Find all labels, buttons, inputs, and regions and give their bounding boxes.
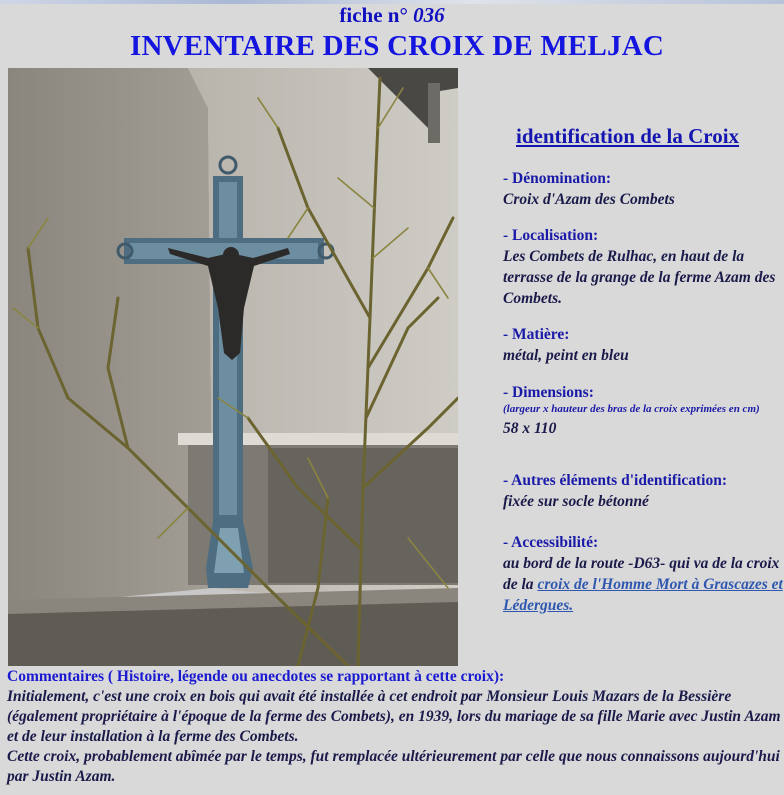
comments-label: Commentaires ( Histoire, légende ou anecdotes se rapportant à cette croix): [7, 668, 505, 685]
localisation-value: Les Combets de Rulhac, en haut de la terrasse de la grange de la ferme Azam des Combets. [503, 248, 776, 307]
cross-photo-image [8, 68, 458, 666]
fiche-number [0, 3, 784, 28]
denomination-label: - Dénomination: [503, 170, 612, 187]
comments-paragraph-1: Initialement, c'est une croix en bois qui avait été installée à cet endroit par Monsieur Louis Mazars de la Bessière (également propriétaire à l'époque de la ferme des Combets), en 1939, lors du mariage de sa fille Marie avec Justin Azam et de leur installation à la ferme des Combets. [7, 688, 781, 745]
dimensions-field [503, 382, 784, 439]
matiere-field [503, 324, 784, 366]
matiere-value: métal, peint en bleu [503, 347, 629, 364]
homme-mort-cross-link[interactable]: croix de l'Homme Mort à Grascazes et Lédergues. [503, 576, 783, 614]
dimensions-note: (largeur x hauteur des bras de la croix exprimées en cm) [503, 403, 760, 415]
identification-heading: identification de la Croix [516, 124, 740, 148]
comments-paragraph-2: Cette croix, probablement abîmée par le temps, fut remplacée ultérieurement par celle que nous connaissons aujourd'hui par Justin Azam. [7, 748, 780, 785]
accessibilite-field [503, 532, 784, 616]
comments-section [7, 667, 782, 787]
accessibilite-text: au bord de la route -D63- qui va de la croix de la [503, 555, 780, 593]
denomination-value: Croix d'Azam des Combets [503, 191, 675, 208]
fiche-label: fiche n° [339, 3, 408, 27]
localisation-label: - Localisation: [503, 227, 599, 244]
fiche-number-value: 036 [413, 3, 445, 27]
localisation-field [503, 225, 784, 309]
autres-value: fixée sur socle bétonné [503, 493, 649, 510]
matiere-label: - Matière: [503, 326, 570, 343]
denomination-field [503, 168, 784, 210]
dimensions-value: 58 x 110 [503, 420, 557, 437]
page-title: INVENTAIRE DES CROIX DE MELJAC [130, 30, 664, 62]
dimensions-label: - Dimensions: [503, 384, 594, 401]
autres-field [503, 470, 784, 512]
accessibilite-label: - Accessibilité: [503, 534, 599, 551]
autres-label: - Autres éléments d'identification: [503, 472, 728, 489]
cross-photo [8, 68, 458, 666]
accessibilite-value [503, 553, 784, 616]
